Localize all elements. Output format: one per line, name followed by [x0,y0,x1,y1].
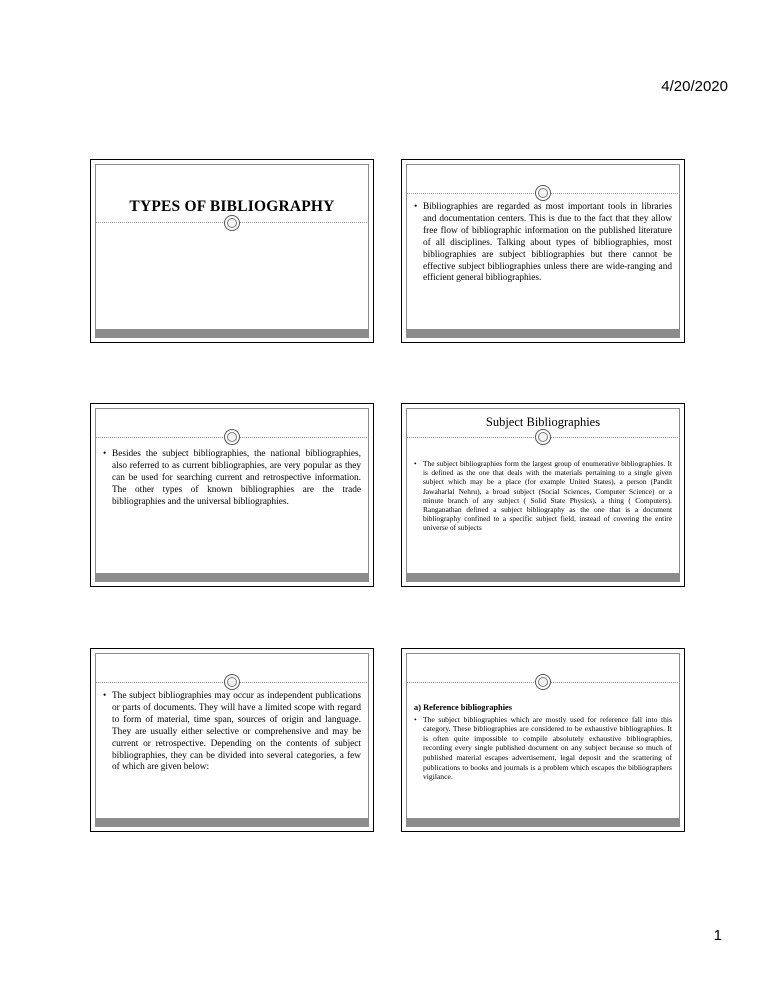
slide-body [414,703,672,782]
slide-footer-bar [95,818,369,827]
circle-ornament-icon [535,429,551,445]
slide-footer-bar [406,573,680,582]
circle-ornament-icon [224,674,240,690]
slide-footer-bar [406,329,680,338]
bullet-text: • The subject bibliographies may occur as independent publications or parts of documents. They will have a limited scope with regard to form of material, time span, sources of origin and language. They are usually either selective or comprehensive and may be current or retrospective. Depending on the contents of subject bibliographies, they can be divided into several categories, a few of which are given below: [112,691,361,774]
circle-ornament-icon [535,674,551,690]
slide-body [414,459,672,533]
slide-body [103,691,361,774]
slide-body [414,202,672,285]
bullet-text: • Besides the subject bibliographies, the national bibliographies, also referred to as current bibliographies, are very popular as they can be used for searching current and retrospective information. The other types of known bibliographies are the trade bibliographies and the universal bibliographies. [112,449,361,509]
bullet-text: • Bibliographies are regarded as most important tools in libraries and documentation centers. This is due to the fact that they allow free flow of bibliographic information on the published literature of all disciplines. Talking about types of bibliographies, most bibliographies are subject bibliographies but there cannot be effective subject bibliographies unless there are wide-ranging and efficient general bibliographies. [423,202,672,285]
slide-footer-bar [95,573,369,582]
slide-title: TYPES OF BIBLIOGRAPHY [129,198,335,215]
circle-ornament-icon [224,429,240,445]
slide-frame [95,164,369,338]
bullet-text: • The subject bibliographies form the largest group of enumerative bibliographies. It is defined as the one that deals with the materials pertaining to a single given subject which may be a place (for example United States), a person (Pandit Jawaharlal Nehru), a broad subject (Social Sciences, Computer Science) or a minute branch of any subject ( Solid State Physics), a thing ( Computers). Ranganathan defined a subject bibliography as the one that is a document bibliography confined to a specific subject field, instead of covering the entire universe of subjects [423,459,672,533]
slide-footer-bar [95,329,369,338]
slide-title: Subject Bibliographies [485,415,601,429]
slide-footer-bar [406,818,680,827]
slide-6 [401,648,685,832]
section-heading: a) Reference bibliographies [414,703,513,712]
circle-ornament-icon [224,215,240,231]
circle-ornament-icon [535,185,551,201]
slide-1 [90,159,374,343]
bullet-text: • The subject bibliographies which are mostly used for reference fall into this category. These bibliographies are considered to be exhaustive bibliographies. It is often quite impossible to compile absolutely exhaustive bibliographies, recording every single published document on any subject because so much of published material escapes advertisement, legal deposit and the scattering of publications to books and journals is a problem which escapes the bibliographers vigilance. [423,715,672,782]
slide-2 [401,159,685,343]
slide-body [103,449,361,509]
page-date: 4/20/2020 [661,78,728,95]
slide-3 [90,403,374,587]
page-number: 1 [713,927,722,944]
slide-5 [90,648,374,832]
slide-4 [401,403,685,587]
